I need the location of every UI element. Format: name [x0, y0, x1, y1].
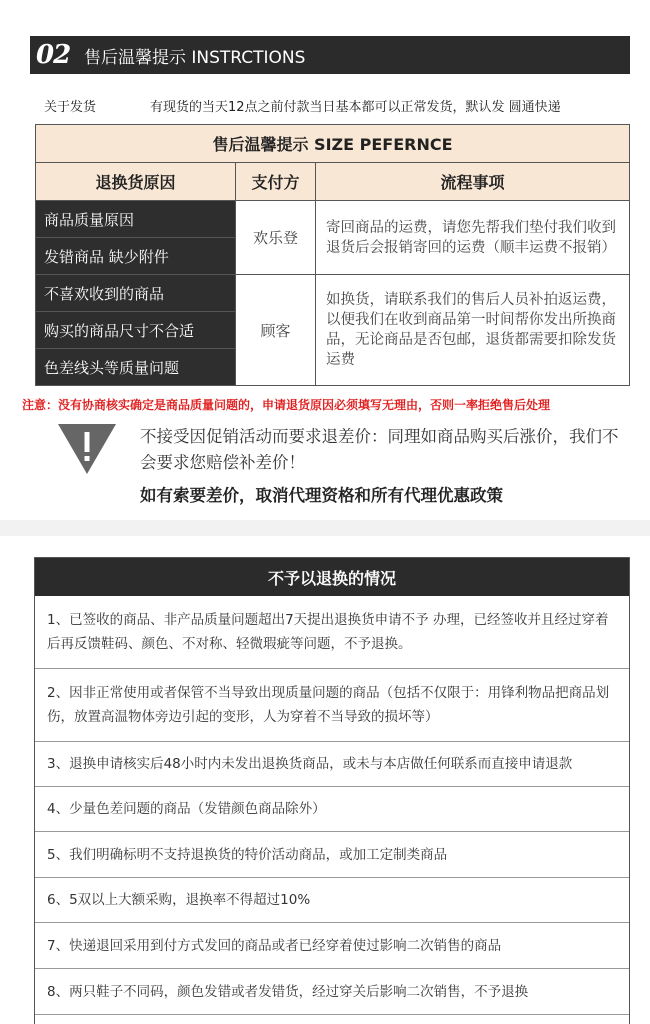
payer-cell: 欢乐登	[236, 201, 316, 275]
shipping-info	[44, 96, 624, 115]
no-return-title: 不予以退换的情况	[35, 558, 629, 596]
table-row	[36, 275, 630, 312]
after-sales-table	[35, 124, 630, 386]
list-item: 5、我们明确标明不支持退换货的特价活动商品，或加工定制类商品	[35, 832, 629, 878]
list-item: 6、5双以上大额采购，退换率不得超过10%	[35, 878, 629, 923]
section-header	[30, 36, 630, 74]
section-number: 02	[36, 40, 71, 70]
reason-cell: 色差线头等质量问题	[36, 349, 236, 386]
column-header-process: 流程事项	[316, 163, 630, 201]
section-title: 售后温馨提示 INSTRCTIONS	[84, 47, 306, 68]
warning-triangle-icon	[58, 424, 116, 474]
process-cell: 寄回商品的运费，请您先帮我们垫付我们收到退货后会报销寄回的运费（顺丰运费不报销）	[316, 201, 630, 275]
column-header-payer: 支付方	[236, 163, 316, 201]
table-title: 售后温馨提示 SIZE PEFERNCE	[36, 125, 630, 163]
list-item: 3、退换申请核实后48小时内未发出退换货商品，或未与本店做任何联系而直接申请退款	[35, 742, 629, 787]
list-item: 8、两只鞋子不同码，颜色发错或者发错货，经过穿关后影响二次销售，不予退换	[35, 969, 629, 1015]
table-row	[36, 201, 630, 238]
column-header-reason: 退换货原因	[36, 163, 236, 201]
reason-cell: 不喜欢收到的商品	[36, 275, 236, 312]
no-return-list	[35, 596, 629, 1015]
reason-cell: 发错商品 缺少附件	[36, 238, 236, 275]
list-item: 4、少量色差问题的商品（发错颜色商品除外）	[35, 787, 629, 832]
list-item: 1、已签收的商品、非产品质量问题超出7天提出退换货申请不予 办理，已经签收并且经过穿着后再反馈鞋码、颜色、不对称、轻微瑕疵等问题，不予退换。	[35, 596, 629, 669]
shipping-label: 关于发货	[44, 100, 97, 115]
warning-bold-text: 如有索要差价，取消代理资格和所有代理优惠政策	[140, 486, 503, 505]
section-divider	[0, 520, 650, 536]
no-return-section	[34, 557, 630, 1024]
payer-cell: 顾客	[236, 275, 316, 386]
process-cell: 如换货，请联系我们的售后人员补拍返运费，以便我们在收到商品第一时间帮你发出所换商品，无论商品是否包邮，退货都需要扣除发货运费	[316, 275, 630, 386]
list-item: 2、因非正常使用或者保管不当导致出现质量问题的商品（包括不仅限于：用锋利物品把商品划伤，放置高温物体旁边引起的变形，人为穿着不当导致的损坏等）	[35, 669, 629, 742]
notice-text: 注意：没有协商核实确定是商品质量问题的，申请退货原因必须填写无理由，否则一率拒绝售后处理	[22, 398, 551, 412]
reason-cell: 购买的商品尺寸不合适	[36, 312, 236, 349]
warning-text: 不接受因促销活动而要求退差价：同理如商品购买后涨价，我们不会要求您赔偿补差价！	[140, 427, 619, 472]
list-item: 7、快递退回采用到付方式发回的商品或者已经穿着使过影响二次销售的商品	[35, 923, 629, 969]
reason-cell: 商品质量原因	[36, 201, 236, 238]
shipping-text: 有现货的当天12点之前付款当日基本都可以正常发货，默认发 圆通快递	[150, 100, 561, 115]
